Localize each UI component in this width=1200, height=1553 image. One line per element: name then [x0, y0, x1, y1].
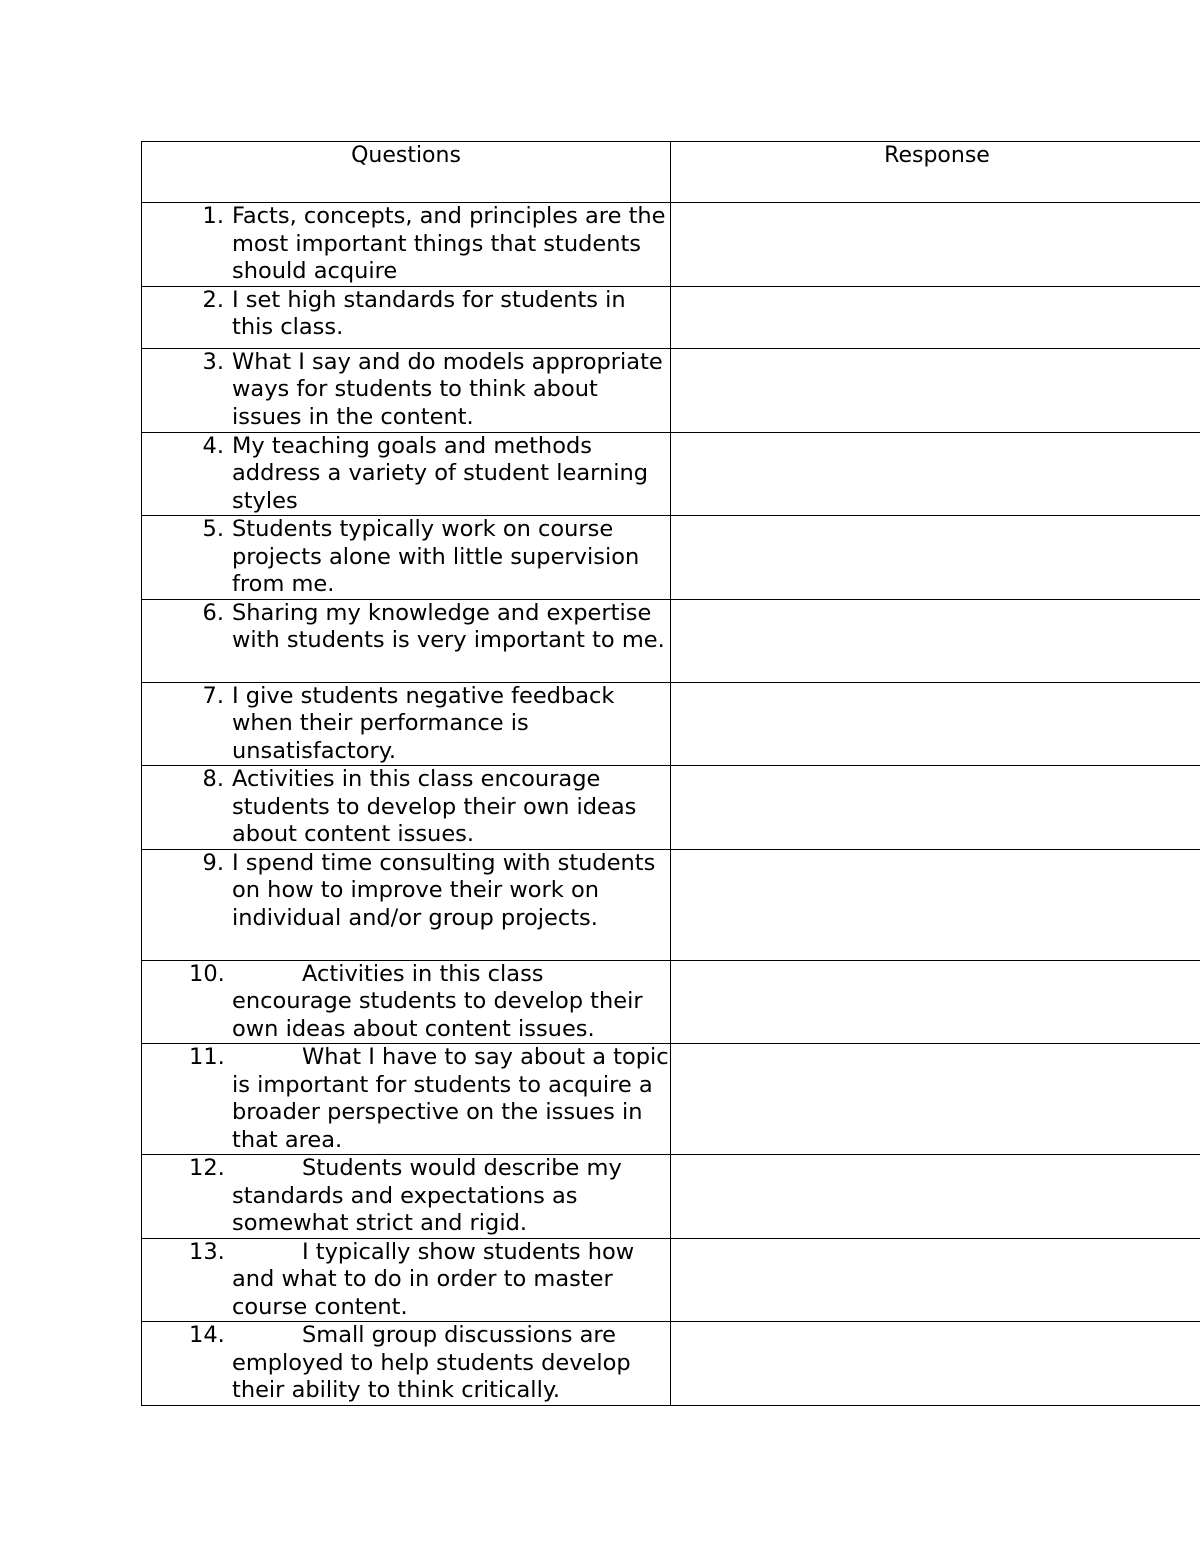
response-cell[interactable]: [671, 203, 1200, 287]
table-row: [142, 286, 1200, 348]
question-text: I typically show students how and what to do in order to master course content.: [232, 1238, 635, 1320]
question-text: I spend time consulting with students on how to improve their work on individual and/or group projects.: [232, 849, 656, 931]
question-number: 9.: [202, 849, 224, 876]
response-cell[interactable]: [671, 432, 1200, 516]
table-row: [142, 203, 1200, 287]
table-row: [142, 766, 1200, 850]
question-item: [142, 850, 670, 933]
table-row: [142, 599, 1200, 682]
question-cell: [142, 516, 671, 600]
question-text: I set high standards for students in this class.: [232, 286, 626, 340]
table-row: [142, 849, 1200, 960]
question-item: [142, 516, 670, 599]
question-number: 10.: [189, 960, 225, 987]
response-cell[interactable]: [671, 286, 1200, 348]
question-cell: [142, 1044, 671, 1155]
question-cell: [142, 432, 671, 516]
question-cell: [142, 766, 671, 850]
question-text: What I say and do models appropriate ways for students to think about issues in the content.: [232, 348, 663, 430]
question-text: I give students negative feedback when their performance is unsatisfactory.: [232, 682, 615, 764]
response-cell[interactable]: [671, 849, 1200, 960]
question-text: Students would describe my standards and expectations as somewhat strict and rigid.: [232, 1155, 622, 1236]
response-cell[interactable]: [671, 1238, 1200, 1322]
question-number: 12.: [189, 1155, 225, 1181]
question-text: Activities in this class encourage students to develop their own ideas about content issues.: [232, 766, 637, 847]
question-number: 6.: [202, 599, 224, 626]
question-text: Sharing my knowledge and expertise with students is very important to me.: [232, 599, 665, 653]
response-cell[interactable]: [671, 348, 1200, 432]
table-row: [142, 1238, 1200, 1322]
response-cell[interactable]: [671, 516, 1200, 600]
question-text: My teaching goals and methods address a variety of student learning styles: [232, 432, 649, 514]
question-number: 1.: [202, 203, 224, 229]
table-row: [142, 960, 1200, 1044]
table-row: [142, 516, 1200, 600]
questions-body: [142, 203, 1200, 1406]
question-item: [142, 1155, 670, 1238]
response-cell[interactable]: [671, 1155, 1200, 1239]
question-number: 13.: [189, 1238, 225, 1265]
table-row: [142, 1155, 1200, 1239]
question-item: [142, 600, 670, 655]
question-item: [142, 683, 670, 766]
question-item: [142, 766, 670, 849]
question-cell: [142, 348, 671, 432]
question-number: 2.: [202, 286, 224, 313]
question-cell: [142, 1155, 671, 1239]
question-item: [142, 1239, 670, 1322]
question-item: [142, 349, 670, 432]
question-item: [142, 1322, 670, 1405]
table-row: [142, 682, 1200, 766]
table-row: [142, 348, 1200, 432]
question-item: [142, 287, 670, 342]
question-cell: [142, 849, 671, 960]
questionnaire-sheet: [141, 141, 1200, 1406]
question-number: 7.: [202, 682, 224, 709]
table-row: [142, 432, 1200, 516]
response-cell[interactable]: [671, 766, 1200, 850]
response-cell[interactable]: [671, 682, 1200, 766]
table-row: [142, 1322, 1200, 1406]
question-number: 14.: [189, 1322, 225, 1348]
questionnaire-table: [141, 141, 1200, 1406]
question-number: 5.: [202, 516, 224, 542]
question-text: Small group discussions are employed to help students develop their ability to think critically.: [232, 1322, 631, 1403]
question-cell: [142, 960, 671, 1044]
question-number: 4.: [202, 432, 224, 459]
question-cell: [142, 1238, 671, 1322]
question-text: What I have to say about a topic is important for students to acquire a broader perspective on the issues in that area.: [232, 1044, 669, 1153]
response-cell[interactable]: [671, 599, 1200, 682]
question-item: [142, 1044, 670, 1154]
response-cell[interactable]: [671, 1044, 1200, 1155]
question-number: 11.: [189, 1044, 225, 1070]
question-item: [142, 433, 670, 516]
question-cell: [142, 599, 671, 682]
question-item: [142, 961, 670, 1044]
question-item: [142, 203, 670, 286]
response-header: Response: [671, 142, 1200, 203]
question-text: Activities in this class encourage students to develop their own ideas about content issues.: [232, 960, 643, 1042]
question-cell: [142, 286, 671, 348]
question-number: 8.: [202, 766, 224, 792]
response-cell[interactable]: [671, 1322, 1200, 1406]
response-cell[interactable]: [671, 960, 1200, 1044]
question-text: Students typically work on course projects alone with little supervision from me.: [232, 516, 640, 597]
table-row: [142, 1044, 1200, 1155]
question-cell: [142, 1322, 671, 1406]
questions-header: Questions: [142, 142, 671, 203]
question-number: 3.: [202, 348, 224, 375]
table-header-row: [142, 142, 1200, 203]
question-cell: [142, 682, 671, 766]
question-text: Facts, concepts, and principles are the most important things that students should acquire: [232, 203, 666, 284]
question-cell: [142, 203, 671, 287]
